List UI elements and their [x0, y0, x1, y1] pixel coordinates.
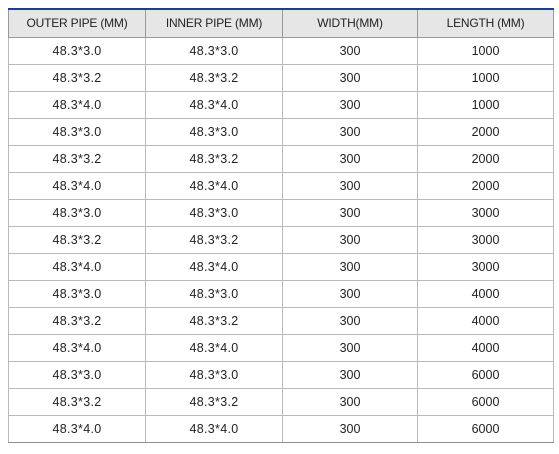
inner-pipe-cell: 48.3*3.2 [146, 145, 283, 172]
table-row [9, 253, 554, 280]
table-row [9, 37, 554, 64]
table-row [9, 280, 554, 307]
inner-pipe-cell: 48.3*3.2 [146, 64, 283, 91]
length-cell: 3000 [418, 226, 554, 253]
table-body [9, 37, 554, 442]
length-cell: 1000 [418, 37, 554, 64]
inner-pipe-cell: 48.3*3.2 [146, 307, 283, 334]
width-cell: 300 [283, 145, 418, 172]
header-row [9, 9, 554, 37]
pipe-spec-table [8, 8, 554, 443]
outer-pipe-cell: 48.3*4.0 [9, 415, 146, 442]
outer-pipe-cell: 48.3*3.0 [9, 37, 146, 64]
inner-pipe-cell: 48.3*4.0 [146, 415, 283, 442]
inner-pipe-cell: 48.3*3.0 [146, 118, 283, 145]
inner-pipe-cell: 48.3*4.0 [146, 253, 283, 280]
table-row [9, 199, 554, 226]
table-row [9, 415, 554, 442]
table-row [9, 145, 554, 172]
table-row [9, 226, 554, 253]
outer-pipe-cell: 48.3*4.0 [9, 334, 146, 361]
inner-pipe-cell: 48.3*3.0 [146, 280, 283, 307]
table-row [9, 334, 554, 361]
length-cell: 3000 [418, 253, 554, 280]
length-cell: 6000 [418, 361, 554, 388]
outer-pipe-cell: 48.3*4.0 [9, 91, 146, 118]
header-length: LENGTH (MM) [418, 9, 554, 37]
length-cell: 3000 [418, 199, 554, 226]
length-cell: 2000 [418, 172, 554, 199]
header-width: WIDTH(MM) [283, 9, 418, 37]
inner-pipe-cell: 48.3*3.0 [146, 37, 283, 64]
length-cell: 4000 [418, 280, 554, 307]
inner-pipe-cell: 48.3*3.0 [146, 199, 283, 226]
outer-pipe-cell: 48.3*4.0 [9, 253, 146, 280]
inner-pipe-cell: 48.3*4.0 [146, 91, 283, 118]
inner-pipe-cell: 48.3*3.0 [146, 361, 283, 388]
width-cell: 300 [283, 253, 418, 280]
outer-pipe-cell: 48.3*3.2 [9, 226, 146, 253]
length-cell: 4000 [418, 334, 554, 361]
spec-table-container [8, 8, 553, 443]
width-cell: 300 [283, 334, 418, 361]
header-outer-pipe: OUTER PIPE (MM) [9, 9, 146, 37]
length-cell: 1000 [418, 64, 554, 91]
length-cell: 4000 [418, 307, 554, 334]
inner-pipe-cell: 48.3*4.0 [146, 172, 283, 199]
table-row [9, 172, 554, 199]
outer-pipe-cell: 48.3*3.2 [9, 388, 146, 415]
length-cell: 6000 [418, 415, 554, 442]
width-cell: 300 [283, 91, 418, 118]
inner-pipe-cell: 48.3*4.0 [146, 334, 283, 361]
outer-pipe-cell: 48.3*3.2 [9, 64, 146, 91]
inner-pipe-cell: 48.3*3.2 [146, 226, 283, 253]
length-cell: 2000 [418, 145, 554, 172]
width-cell: 300 [283, 199, 418, 226]
width-cell: 300 [283, 280, 418, 307]
width-cell: 300 [283, 64, 418, 91]
table-row [9, 118, 554, 145]
outer-pipe-cell: 48.3*3.2 [9, 145, 146, 172]
width-cell: 300 [283, 415, 418, 442]
width-cell: 300 [283, 388, 418, 415]
outer-pipe-cell: 48.3*4.0 [9, 172, 146, 199]
table-row [9, 91, 554, 118]
header-inner-pipe: INNER PIPE (MM) [146, 9, 283, 37]
width-cell: 300 [283, 172, 418, 199]
table-row [9, 388, 554, 415]
table-row [9, 361, 554, 388]
outer-pipe-cell: 48.3*3.0 [9, 280, 146, 307]
width-cell: 300 [283, 226, 418, 253]
length-cell: 6000 [418, 388, 554, 415]
outer-pipe-cell: 48.3*3.2 [9, 307, 146, 334]
width-cell: 300 [283, 37, 418, 64]
width-cell: 300 [283, 118, 418, 145]
length-cell: 1000 [418, 91, 554, 118]
outer-pipe-cell: 48.3*3.0 [9, 118, 146, 145]
outer-pipe-cell: 48.3*3.0 [9, 361, 146, 388]
inner-pipe-cell: 48.3*3.2 [146, 388, 283, 415]
outer-pipe-cell: 48.3*3.0 [9, 199, 146, 226]
table-row [9, 64, 554, 91]
table-header [9, 9, 554, 37]
table-row [9, 307, 554, 334]
length-cell: 2000 [418, 118, 554, 145]
width-cell: 300 [283, 361, 418, 388]
width-cell: 300 [283, 307, 418, 334]
